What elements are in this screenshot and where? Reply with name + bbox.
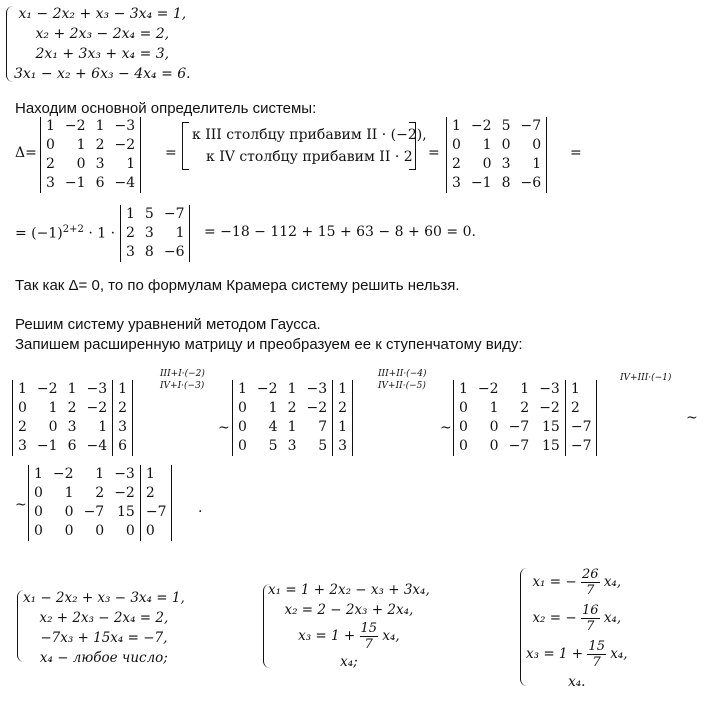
matrix-cell: −7 [565,437,597,456]
matrix-cell: −7 [520,118,542,134]
matrix-cell: 1 [18,381,27,397]
matrix-cell: 2 [46,156,55,172]
note-line: к III столбцу прибавим II · (−2), [192,127,427,143]
matrix-cell: 3 [144,225,154,241]
matrix-cell: 2 [95,485,105,501]
matrix-cell: 1 [98,419,108,435]
matrix-cell: 2 [452,156,461,172]
matrix-cell: 0 [64,504,74,520]
determinant-c [120,205,190,262]
matrix-cell: 0 [34,485,43,501]
matrix-cell: −7 [508,438,530,454]
numerator: 15 [588,639,605,654]
equals: = [428,145,440,161]
matrix-row [13,437,133,456]
denominator: 7 [592,655,601,670]
matrix-cell: 1 [48,400,58,416]
matrix-row [121,224,190,243]
matrix-row [41,155,141,174]
determinant-b [446,117,547,193]
system-2 [23,588,185,668]
fraction [360,621,379,652]
brace [6,6,13,82]
matrix-cell: 0 [501,137,511,153]
matrix-row [233,418,353,437]
matrix-cell: 0 [48,419,58,435]
matrix-cell: 6 [95,175,105,191]
matrix-cell: −3 [539,381,560,397]
determinant-a [40,117,141,193]
matrix-row [29,522,172,541]
matrix-cell: 0 [34,504,43,520]
denominator: 7 [364,637,373,652]
numerator: 16 [581,603,599,618]
matrix-cell: −4 [86,438,108,454]
lhs: x₃ = 1 + [298,628,356,644]
matrix-cell: 5 [144,206,154,222]
matrix-cell: 0 [459,438,468,454]
augmented-matrix-3 [453,380,597,456]
rhs: x₄, [610,646,628,662]
matrix-cell: 0 [482,156,492,172]
matrix-cell: 1 [565,380,597,399]
fraction [587,639,606,670]
matrix-cell: 6 [113,437,133,456]
note-line: к IV столбцу прибавим II · 2 [206,149,413,165]
rhs: x₄, [603,610,622,626]
numerator: 26 [581,567,599,582]
matrix-cell: 2 [520,400,530,416]
system-1 [14,4,191,84]
matrix-cell: 0 [46,137,55,153]
equation: 2x₁ + 3x₃ + x₄ = 3, [35,46,170,62]
matrix-cell: 1 [452,118,461,134]
lhs: x₁ = − [532,574,577,590]
matrix-row [121,243,190,262]
matrix-cell: 1 [76,137,86,153]
matrix-cell: 2 [113,399,133,418]
matrix-cell: 0 [140,522,172,541]
matrix-cell: 1 [268,400,278,416]
matrix-cell: −4 [114,175,136,191]
equals: = [165,145,177,161]
matrix-cell: 5 [501,118,511,134]
matrix-cell: 1 [175,225,185,241]
matrix-cell: 1 [520,381,530,397]
matrix-row [447,155,547,174]
matrix-cell: 1 [489,400,499,416]
matrix-cell: −2 [86,400,108,416]
matrix-cell: 0 [238,438,247,454]
matrix-cell: 3 [333,437,353,456]
matrix-row [29,465,172,484]
matrix-row [233,399,353,418]
matrix-cell: 0 [532,137,542,153]
bracket-right [409,122,416,170]
matrix-cell: 3 [287,438,297,454]
matrix-cell: 1 [459,381,468,397]
matrix-cell: 2 [18,419,27,435]
delta-label: Δ= [15,145,37,161]
fraction [581,567,600,598]
equation: x₄; [340,654,358,670]
determinant-note [192,124,427,168]
expansion-power: 2+2 [62,224,84,235]
matrix-cell: 0 [238,400,247,416]
matrix-row [13,380,133,399]
matrix-cell: 3 [113,418,133,437]
row-ops-3 [620,372,671,384]
matrix-row [233,437,353,456]
matrix-cell: 2 [67,400,77,416]
matrix-cell: 15 [117,504,135,520]
matrix-cell: 2 [565,399,597,418]
period: . [198,500,203,516]
expansion-result: = −18 − 112 + 15 + 63 − 8 + 60 = 0. [204,224,476,240]
equation: x₁ − 2x₂ + x₃ − 3x₄ = 1, [23,590,185,606]
matrix-cell: 1 [64,485,74,501]
matrix-row [41,136,141,155]
row-ops-1 [160,368,205,392]
matrix-cell: −2 [477,381,499,397]
matrix-cell: −2 [256,381,278,397]
matrix-row [454,418,597,437]
matrix-cell: −3 [114,466,135,482]
tilde: ~ [218,420,230,436]
matrix-cell: −1 [36,438,58,454]
matrix-cell: −1 [470,175,492,191]
bracket-left [182,122,189,170]
equation-with-fraction [298,620,400,652]
matrix-cell: 2 [126,225,135,241]
matrix-cell: 1 [287,419,297,435]
matrix-cell: 2 [287,400,297,416]
matrix-cell: 0 [489,419,499,435]
equation-with-fraction [532,600,621,636]
matrix-row [454,380,597,399]
fraction [581,603,600,634]
matrix-cell: 0 [459,419,468,435]
matrix-cell: 1 [67,381,77,397]
equation-with-fraction [526,636,628,672]
matrix-cell: 2 [140,484,172,503]
matrix-row [447,174,547,193]
matrix-cell: −7 [140,503,172,522]
equals: = [570,145,582,161]
denominator: 7 [586,619,595,634]
gauss-line-2: Запишем расширенную матрицу и преобразуем ее к ступенчатому виду: [15,336,523,353]
matrix-cell: 1 [95,118,105,134]
matrix-cell: −6 [520,175,542,191]
matrix-cell: 8 [501,175,511,191]
matrix-cell: −6 [163,244,185,260]
matrix-cell: 0 [34,523,43,539]
matrix-cell: 3 [67,419,77,435]
matrix-cell: 4 [268,419,278,435]
matrix-cell: 0 [238,419,247,435]
matrix-cell: 0 [95,523,105,539]
row-op: III+I·(−2) [160,369,205,379]
equation: x₂ + 2x₃ − 2x₄ = 2, [35,26,170,42]
row-op: IV+I·(−3) [160,381,205,391]
matrix-cell: 0 [64,523,74,539]
numerator: 15 [360,621,378,636]
matrix-cell: 3 [452,175,461,191]
matrix-cell: 0 [452,137,461,153]
matrix-cell: 1 [126,156,136,172]
system-3 [268,580,430,672]
matrix-cell: −2 [470,118,492,134]
rhs: x₄, [382,628,400,644]
matrix-row [41,174,141,193]
matrix-cell: −3 [86,381,108,397]
matrix-cell: 1 [34,466,43,482]
matrix-cell: 0 [125,523,135,539]
tilde: ~ [686,410,698,426]
matrix-row [454,437,597,456]
matrix-cell: −7 [565,418,597,437]
matrix-cell: −2 [114,137,136,153]
matrix-cell: 1 [140,465,172,484]
matrix-cell: 7 [318,419,328,435]
matrix-cell: 0 [18,400,27,416]
tilde: ~ [15,497,27,513]
matrix-cell: 5 [268,438,278,454]
matrix-cell: −2 [64,118,86,134]
augmented-matrix-2 [232,380,353,456]
matrix-cell: 3 [95,156,105,172]
matrix-cell: 0 [459,400,468,416]
matrix-row [13,418,133,437]
matrix-cell: −1 [64,175,86,191]
equation: x₂ = 2 − 2x₃ + 2x₄, [284,602,414,618]
matrix-cell: −2 [539,400,560,416]
matrix-row [233,380,353,399]
denominator: 7 [586,583,595,598]
matrix-cell: 1 [46,118,55,134]
tilde: ~ [440,420,452,436]
matrix-cell: 8 [144,244,154,260]
rhs: x₄, [603,574,622,590]
matrix-cell: 0 [76,156,86,172]
matrix-row [13,399,133,418]
matrix-cell: −2 [52,466,74,482]
equation-with-fraction [532,564,621,600]
matrix-cell: 3 [126,244,135,260]
row-op: IV+II·(−5) [378,381,426,391]
matrix-cell: 5 [318,438,328,454]
equation: x₁ − 2x₂ + x₃ − 3x₄ = 1, [18,6,187,22]
lhs: x₂ = − [532,610,577,626]
equation: x₄ − любое число; [39,650,168,666]
det-heading: Находим основной определитель системы: [15,100,317,117]
matrix-row [29,503,172,522]
matrix-cell: 1 [113,380,133,399]
matrix-row [447,117,547,136]
matrix-row [29,484,172,503]
matrix-cell: 3 [46,175,55,191]
equation: −7x₃ + 15x₄ = −7, [40,630,168,646]
augmented-matrix-4 [28,465,172,541]
matrix-cell: 1 [126,206,135,222]
matrix-cell: −2 [306,400,328,416]
matrix-cell: −3 [306,381,328,397]
lhs: x₃ = 1 + [526,646,584,662]
equation: x₂ + 2x₃ − 2x₄ = 2, [39,610,169,626]
matrix-cell: −7 [163,206,185,222]
matrix-row [121,205,190,224]
matrix-cell: 2 [333,399,353,418]
matrix-row [41,117,141,136]
matrix-cell: 1 [95,466,105,482]
matrix-cell: −7 [83,504,105,520]
matrix-cell: 2 [95,137,105,153]
matrix-cell: −2 [114,485,135,501]
row-ops-2 [378,368,426,392]
equation: x₁ = 1 + 2x₂ − x₃ + 3x₄, [268,582,430,598]
matrix-cell: 1 [333,380,353,399]
matrix-cell: 1 [238,381,247,397]
expansion-prefix [15,224,115,242]
matrix-cell: 1 [287,381,297,397]
matrix-cell: 1 [532,156,542,172]
system-4 [526,564,628,692]
matrix-cell: 6 [67,438,77,454]
gauss-line-1: Решим систему уравнений методом Гаусса. [15,316,321,333]
cramer-text: Так как Δ= 0, то по формулам Крамера систему решить нельзя. [15,277,460,294]
augmented-matrix-1 [12,380,133,456]
matrix-row [454,399,597,418]
matrix-cell: −3 [114,118,136,134]
matrix-cell: 0 [489,438,499,454]
matrix-row [447,136,547,155]
matrix-cell: −7 [508,419,530,435]
matrix-cell: −2 [36,381,58,397]
matrix-cell: 3 [18,438,27,454]
matrix-cell: 3 [501,156,511,172]
expansion-mid: · 1 · [88,225,116,242]
row-op: III+II·(−4) [378,369,427,379]
equation: 3x₁ − x₂ + 6x₃ − 4x₄ = 6. [14,66,191,82]
row-op: IV+III·(−1) [620,373,672,383]
matrix-cell: 1 [333,418,353,437]
matrix-cell: 15 [542,419,560,435]
equation: x₄. [568,674,586,690]
expansion-prefix-text: = (−1) [15,225,63,242]
matrix-cell: 1 [482,137,492,153]
matrix-cell: 15 [542,438,560,454]
